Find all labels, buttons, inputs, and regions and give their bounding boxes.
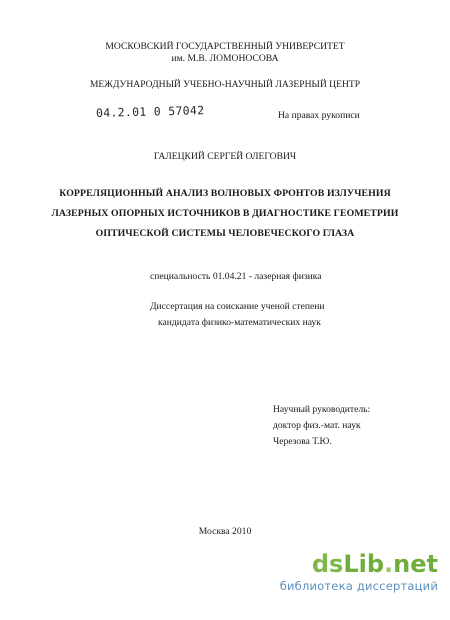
dslib-logo-net: net: [393, 550, 438, 578]
university-named-after: им. М.В. ЛОМОНОСОВА: [171, 53, 279, 64]
specialty: специальность 01.04.21 - лазерная физика: [150, 271, 322, 282]
thesis-title-line-1: КОРРЕЛЯЦИОННЫЙ АНАЛИЗ ВОЛНОВЫХ ФРОНТОВ ИЗЛУЧЕНИЯ: [59, 188, 391, 199]
archive-stamp-number: 04.2.01 0 57042: [95, 103, 205, 120]
supervisor-degree: доктор физ.-мат. наук: [273, 420, 361, 431]
supervisor-label: Научный руководитель:: [273, 404, 371, 415]
degree-line-1: Диссертация на соискание ученой степени: [150, 301, 325, 312]
degree-line-2: кандидата физико-математических наук: [158, 317, 321, 328]
dslib-watermark: [238, 550, 438, 602]
dslib-logo: [312, 550, 438, 578]
dslib-logo-ds: ds: [311, 550, 344, 578]
laser-center-name: МЕЖДУНАРОДНЫЙ УЧЕБНО-НАУЧНЫЙ ЛАЗЕРНЫЙ ЦЕНТР: [89, 79, 361, 90]
thesis-title-line-3: ОПТИЧЕСКОЙ СИСТЕМЫ ЧЕЛОВЕЧЕСКОГО ГЛАЗА: [95, 228, 355, 239]
rights-note: На правах рукописи: [278, 110, 360, 121]
author-name: ГАЛЕЦКИЙ СЕРГЕЙ ОЛЕГОВИЧ: [153, 151, 297, 162]
thesis-title-line-2: ЛАЗЕРНЫХ ОПОРНЫХ ИСТОЧНИКОВ В ДИАГНОСТИКЕ ГЕОМЕТРИИ: [51, 208, 399, 219]
dslib-logo-dot: .: [384, 550, 394, 578]
university-name: МОСКОВСКИЙ ГОСУДАРСТВЕННЫЙ УНИВЕРСИТЕТ: [105, 41, 345, 52]
city-year: Москва 2010: [198, 526, 252, 537]
dslib-tagline: библиотека диссертаций: [279, 579, 438, 593]
dslib-logo-lib: Lib: [343, 550, 385, 578]
supervisor-name: Черезова Т.Ю.: [273, 436, 332, 447]
